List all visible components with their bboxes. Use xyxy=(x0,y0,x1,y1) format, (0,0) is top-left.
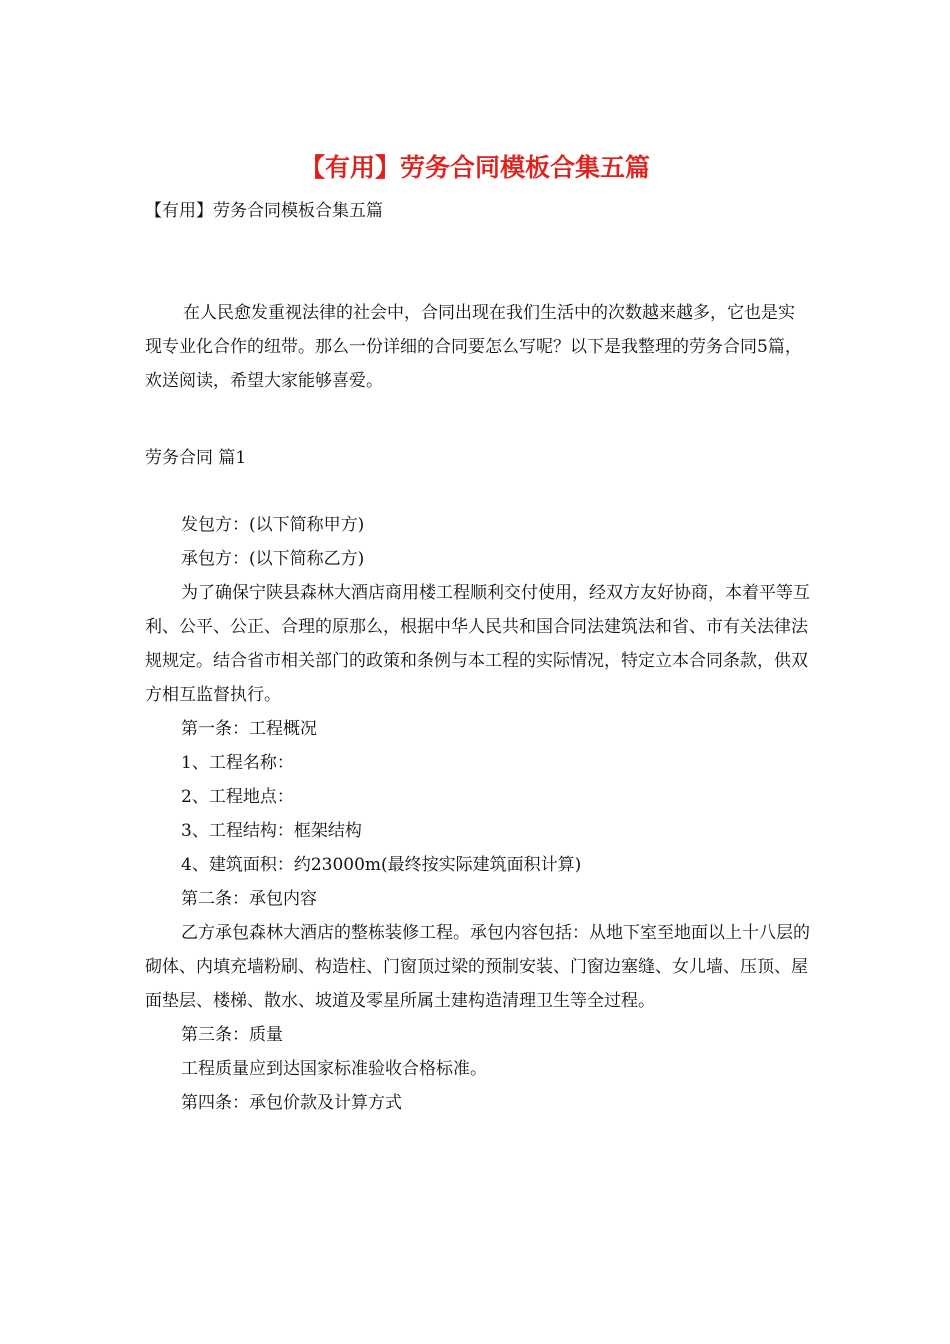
paragraph: 乙方承包森林大酒店的整栋装修工程。承包内容包括：从地下室至地面以上十八层的砌体、内填充墙粉刷、构造柱、门窗顶过梁的预制安装、门窗边塞缝、女儿墙、压顶、屋面垫层、楼梯、散水、坡道及零星所属土建构造清理卫生等全过程。 xyxy=(145,923,810,1011)
paragraph: 第二条：承包内容 xyxy=(181,889,317,909)
paragraph: 工程质量应到达国家标准验收合格标准。 xyxy=(181,1059,487,1079)
paragraph: 4、建筑面积：约23000m(最终按实际建筑面积计算) xyxy=(181,855,582,875)
section-body xyxy=(145,508,810,1120)
intro-paragraph: 在人民愈发重视法律的社会中，合同出现在我们生活中的次数越来越多，它也是实现专业化合作的纽带。那么一份详细的合同要怎么写呢？以下是我整理的劳务合同5篇，欢送阅读，希望大家能够喜爱。 xyxy=(145,303,802,391)
paragraph: 第四条：承包价款及计算方式 xyxy=(181,1093,402,1113)
paragraph: 发包方：(以下简称甲方) xyxy=(181,515,365,535)
paragraph: 第一条：工程概况 xyxy=(181,719,317,739)
document-title: 【有用】劳务合同模板合集五篇 xyxy=(299,153,650,182)
paragraph: 3、工程结构：框架结构 xyxy=(181,821,362,841)
paragraph: 2、工程地点： xyxy=(181,787,294,807)
document-subtitle: 【有用】劳务合同模板合集五篇 xyxy=(145,201,383,221)
paragraph: 1、工程名称： xyxy=(181,753,294,773)
paragraph: 为了确保宁陕县森林大酒店商用楼工程顺利交付使用，经双方友好协商，本着平等互利、公平、公正、合理的原那么，根据中华人民共和国合同法建筑法和省、市有关法律法规规定。结合省市相关部门的政策和条例与本工程的实际情况，特定立本合同条款，供双方相互监督执行。 xyxy=(145,583,810,705)
paragraph: 承包方：(以下简称乙方) xyxy=(181,549,365,569)
intro-block xyxy=(145,296,810,398)
paragraph: 第三条：质量 xyxy=(181,1025,283,1045)
section-heading: 劳务合同 篇1 xyxy=(145,448,247,468)
